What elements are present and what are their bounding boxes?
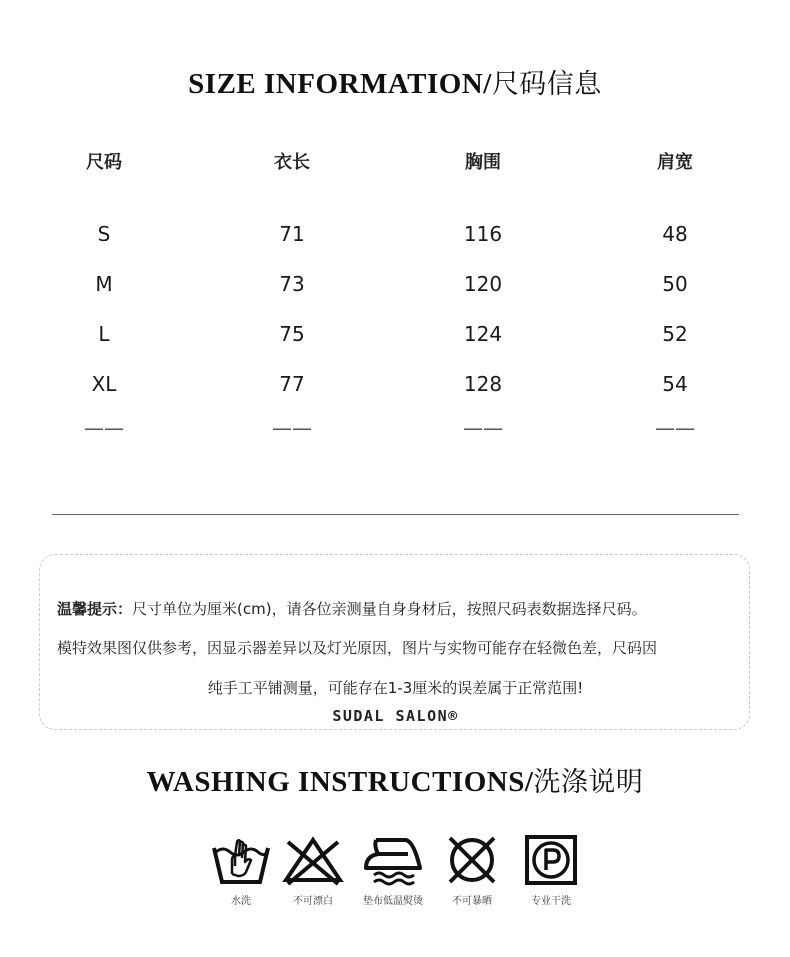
washing-instructions-title — [0, 760, 790, 799]
table-cell: 50 — [662, 272, 688, 296]
wash-label: 专业干洗 — [531, 896, 571, 907]
size-title-zh: 尺码信息 — [491, 69, 602, 100]
wash-item-iron — [348, 834, 438, 907]
wash-label: 不可漂白 — [293, 896, 333, 907]
table-cell: —— — [463, 416, 503, 440]
size-title-en: SIZE INFORMATION/ — [188, 68, 492, 100]
no-bleach-icon — [280, 834, 346, 886]
table-cell: S — [97, 222, 111, 246]
header-size: 尺码 — [86, 152, 122, 173]
table-cell: L — [98, 322, 110, 346]
table-cell: 48 — [662, 222, 688, 246]
wash-title-en: WASHING INSTRUCTIONS/ — [146, 766, 534, 798]
professional-dry-clean-icon — [523, 834, 579, 886]
brand-logo: SUDAL SALON® — [332, 707, 459, 725]
wash-label: 不可暴晒 — [452, 896, 492, 907]
notice-text-1: 尺寸单位为厘米(cm)，请各位亲测量自身身材后，按照尺码表数据选择尺码。 — [132, 600, 647, 618]
table-cell: XL — [91, 372, 117, 396]
wash-item-dry-clean — [506, 834, 596, 907]
table-cell: 124 — [463, 322, 503, 346]
table-cell: 54 — [662, 372, 688, 396]
wash-label: 垫布低温熨烫 — [363, 896, 423, 907]
no-tumble-dry-icon — [441, 834, 503, 886]
header-chest: 胸围 — [465, 152, 501, 173]
notice-line-3: 纯手工平铺测量，可能存在1-3厘米的误差属于正常范围! — [207, 679, 584, 697]
iron-with-cloth-icon — [360, 834, 426, 886]
wash-item-no-tumble-dry — [427, 834, 517, 907]
wash-item-no-bleach — [268, 834, 358, 907]
table-cell: 73 — [279, 272, 305, 296]
notice-line-1 — [57, 598, 647, 619]
table-cell: 75 — [279, 322, 305, 346]
header-shoulder: 肩宽 — [657, 152, 693, 173]
table-cell: 77 — [279, 372, 305, 396]
notice-line-2: 模特效果图仅供参考，因显示器差异以及灯光原因，图片与实物可能存在轻微色差，尺码因 — [57, 639, 658, 657]
table-cell: 71 — [279, 222, 305, 246]
table-cell: 52 — [662, 322, 688, 346]
section-divider — [52, 514, 739, 515]
size-information-title — [0, 62, 790, 101]
table-cell: 116 — [463, 222, 503, 246]
notice-box — [39, 554, 750, 730]
wash-label: 水洗 — [231, 896, 251, 907]
table-cell: M — [95, 272, 113, 296]
table-cell: 128 — [463, 372, 503, 396]
table-cell: —— — [655, 416, 695, 440]
table-cell: —— — [84, 416, 124, 440]
wash-title-zh: 洗涤说明 — [533, 767, 644, 798]
notice-label: 温馨提示： — [57, 600, 133, 618]
hand-wash-icon — [210, 834, 272, 886]
table-cell: —— — [272, 416, 312, 440]
header-length: 衣长 — [274, 152, 310, 173]
table-cell: 120 — [463, 272, 503, 296]
